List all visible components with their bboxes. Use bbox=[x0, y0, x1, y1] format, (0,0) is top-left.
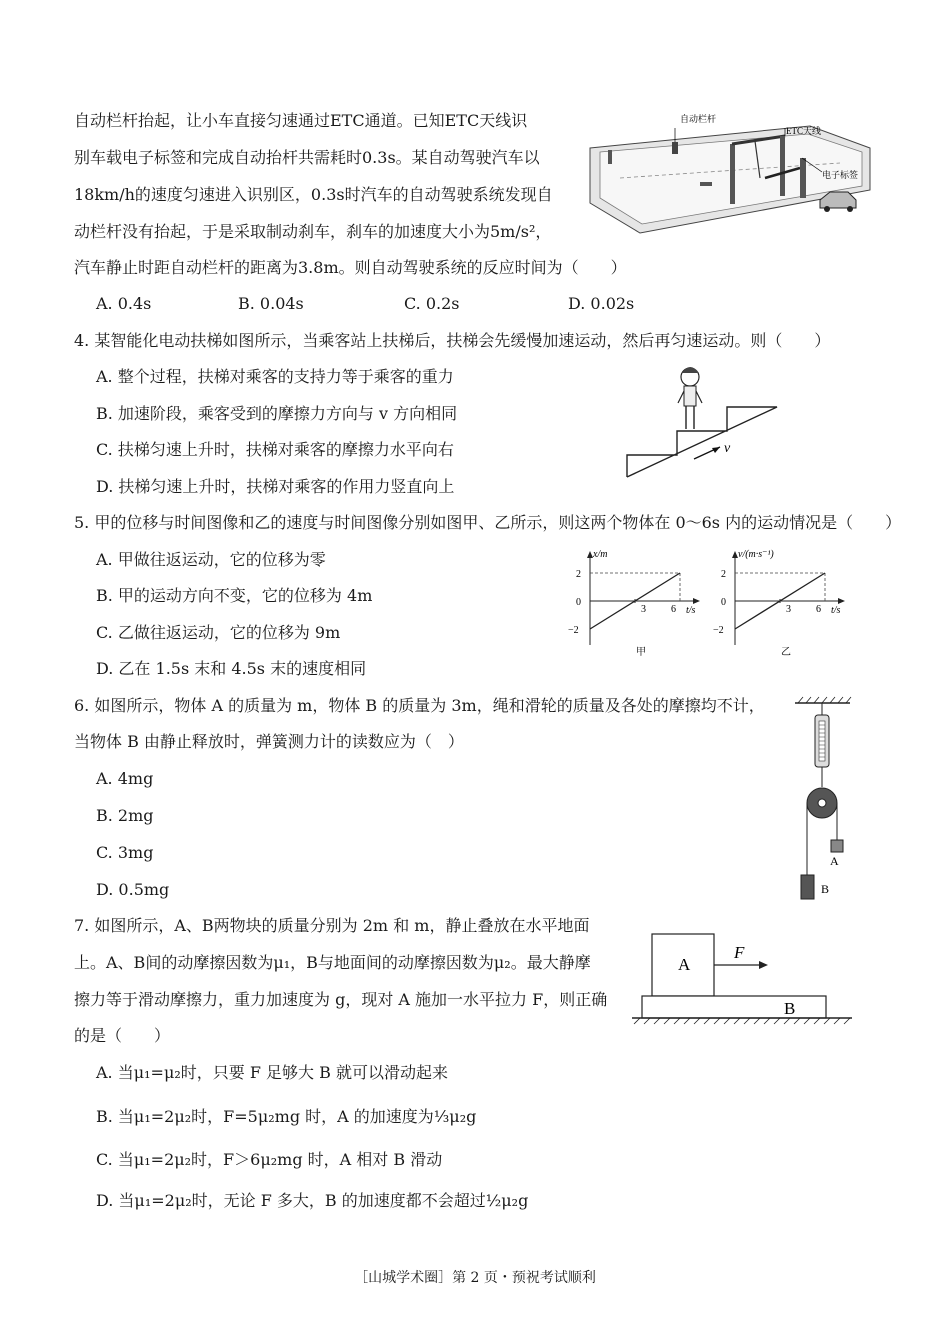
q3-line-2: 别车载电子标签和完成自动抬杆共需耗时0.3s。某自动驾驶汽车以 bbox=[74, 148, 540, 167]
yi-ytick-bottom: −2 bbox=[713, 625, 724, 636]
q5-stem: 5. 甲的位移与时间图像和乙的速度与时间图像分别如图甲、乙所示，则这两个物体在 0～6s 内的运动情况是（ ） bbox=[74, 513, 902, 532]
q6-option-b: B. 2mg bbox=[96, 806, 154, 825]
spring-scale-icon bbox=[815, 715, 829, 767]
block-b-label: B bbox=[784, 999, 796, 1018]
force-label: F bbox=[734, 943, 745, 962]
q7-line-2: 上。A、B间的动摩擦因数为μ₁，B与地面间的动摩擦因数为μ₂。最大静摩 bbox=[74, 953, 591, 972]
block-b-label: B bbox=[821, 882, 830, 896]
jia-ytick-bottom: −2 bbox=[568, 625, 579, 636]
jia-title: 甲 bbox=[636, 647, 646, 658]
page-footer: ［山城学术圈］第 2 页・预祝考试顺利 bbox=[354, 1270, 596, 1286]
q7-option-c: C. 当μ₁=2μ₂时，F＞6μ₂mg 时，A 相对 B 滑动 bbox=[96, 1150, 443, 1169]
ground-hatch bbox=[634, 1018, 850, 1024]
stacked-blocks-figure bbox=[628, 928, 858, 1028]
yi-xtick-6: 6 bbox=[816, 604, 821, 615]
q4-option-d: D. 扶梯匀速上升时，扶梯对乘客的作用力竖直向上 bbox=[96, 477, 455, 496]
jia-xlabel: t/s bbox=[686, 605, 696, 616]
yi-ylabel: v/(m·s⁻¹) bbox=[738, 549, 774, 560]
q7-line-4: 的是（ ） bbox=[74, 1026, 171, 1045]
q7-option-d: D. 当μ₁=2μ₂时，无论 F 多大，B 的加速度都不会超过½μ₂g bbox=[96, 1191, 529, 1210]
yi-ytick-zero: 0 bbox=[721, 597, 726, 608]
jia-ytick-zero: 0 bbox=[576, 597, 581, 608]
q4-option-a: A. 整个过程，扶梯对乘客的支持力等于乘客的重力 bbox=[96, 367, 454, 386]
q3-line-5: 汽车静止时距自动栏杆的距离为3.8m。则自动驾驶系统的反应时间为（ ） bbox=[74, 258, 627, 277]
jia-xtick-3: 3 bbox=[641, 604, 646, 615]
q4-option-c: C. 扶梯匀速上升时，扶梯对乘客的摩擦力水平向右 bbox=[96, 440, 454, 459]
q7-line-3: 擦力等于滑动摩擦力，重力加速度为 g，现对 A 施加一水平拉力 F，则正确 bbox=[74, 990, 608, 1009]
passenger-icon bbox=[678, 367, 702, 429]
q7-line-1: 7. 如图所示，A、B两物块的质量分别为 2m 和 m，静止叠放在水平地面 bbox=[74, 916, 590, 935]
yi-ytick-top: 2 bbox=[721, 569, 726, 580]
chart-jia bbox=[560, 545, 710, 660]
q4-option-b: B. 加速阶段，乘客受到的摩擦力方向与 v 方向相同 bbox=[96, 404, 458, 423]
pulley-figure bbox=[790, 695, 860, 905]
block-a-label: A bbox=[678, 955, 691, 974]
q3-option-d: D. 0.02s bbox=[568, 294, 635, 313]
q3-line-4: 动栏杆没有抬起，于是采取制动刹车，刹车的加速度大小为5m/s²， bbox=[74, 222, 552, 241]
q7-option-b: B. 当μ₁=2μ₂时，F=5μ₂mg 时，A 的加速度为⅓μ₂g bbox=[96, 1107, 477, 1126]
jia-xtick-6: 6 bbox=[671, 604, 676, 615]
q3-line-1: 自动栏杆抬起，让小车直接匀速通过ETC通道。已知ETC天线识 bbox=[74, 111, 528, 130]
chart-yi bbox=[705, 545, 855, 660]
q7-option-a: A. 当μ₁=μ₂时，只要 F 足够大 B 就可以滑动起来 bbox=[96, 1063, 448, 1082]
yi-xlabel: t/s bbox=[831, 605, 841, 616]
etc-label-antenna: ETC天线 bbox=[786, 126, 821, 136]
q6-option-c: C. 3mg bbox=[96, 843, 154, 862]
q3-option-c: C. 0.2s bbox=[404, 294, 460, 313]
block-a-label: A bbox=[830, 854, 839, 868]
q6-option-d: D. 0.5mg bbox=[96, 880, 170, 899]
yi-title: 乙 bbox=[781, 647, 791, 658]
q6-stem-line-1: 6. 如图所示，物体 A 的质量为 m，物体 B 的质量为 3m，绳和滑轮的质量及各处的摩擦均不计， bbox=[74, 696, 765, 715]
q5-option-a: A. 甲做往返运动，它的位移为零 bbox=[96, 550, 326, 569]
block-b bbox=[642, 996, 826, 1018]
yi-xtick-3: 3 bbox=[786, 604, 791, 615]
escalator-figure bbox=[622, 355, 782, 485]
jia-ylabel: x/m bbox=[593, 549, 608, 560]
q6-stem-line-2: 当物体 B 由静止释放时，弹簧测力计的读数应为（ ） bbox=[74, 732, 464, 751]
etc-label-tag: 电子标签 bbox=[822, 170, 859, 180]
q5-option-d: D. 乙在 1.5s 末和 4.5s 末的速度相同 bbox=[96, 659, 367, 678]
q6-option-a: A. 4mg bbox=[96, 769, 154, 788]
etc-lane-figure bbox=[580, 108, 880, 238]
q3-option-a: A. 0.4s bbox=[96, 294, 152, 313]
jia-ytick-top: 2 bbox=[576, 569, 581, 580]
block-a bbox=[831, 840, 843, 852]
q3-line-3: 18km/h的速度匀速进入识别区，0.3s时汽车的自动驾驶系统发现自 bbox=[74, 185, 553, 204]
velocity-label: v bbox=[724, 441, 731, 456]
q5-option-b: B. 甲的运动方向不变，它的位移为 4m bbox=[96, 586, 373, 605]
q5-option-c: C. 乙做往返运动，它的位移为 9m bbox=[96, 623, 341, 642]
pulley-wheel-icon bbox=[807, 788, 837, 818]
q3-option-b: B. 0.04s bbox=[238, 294, 304, 313]
q4-stem: 4. 某智能化电动扶梯如图所示，当乘客站上扶梯后，扶梯会先缓慢加速运动，然后再匀速运动。则（ ） bbox=[74, 331, 831, 350]
etc-label-gate: 自动栏杆 bbox=[680, 114, 717, 124]
block-b bbox=[801, 875, 814, 899]
